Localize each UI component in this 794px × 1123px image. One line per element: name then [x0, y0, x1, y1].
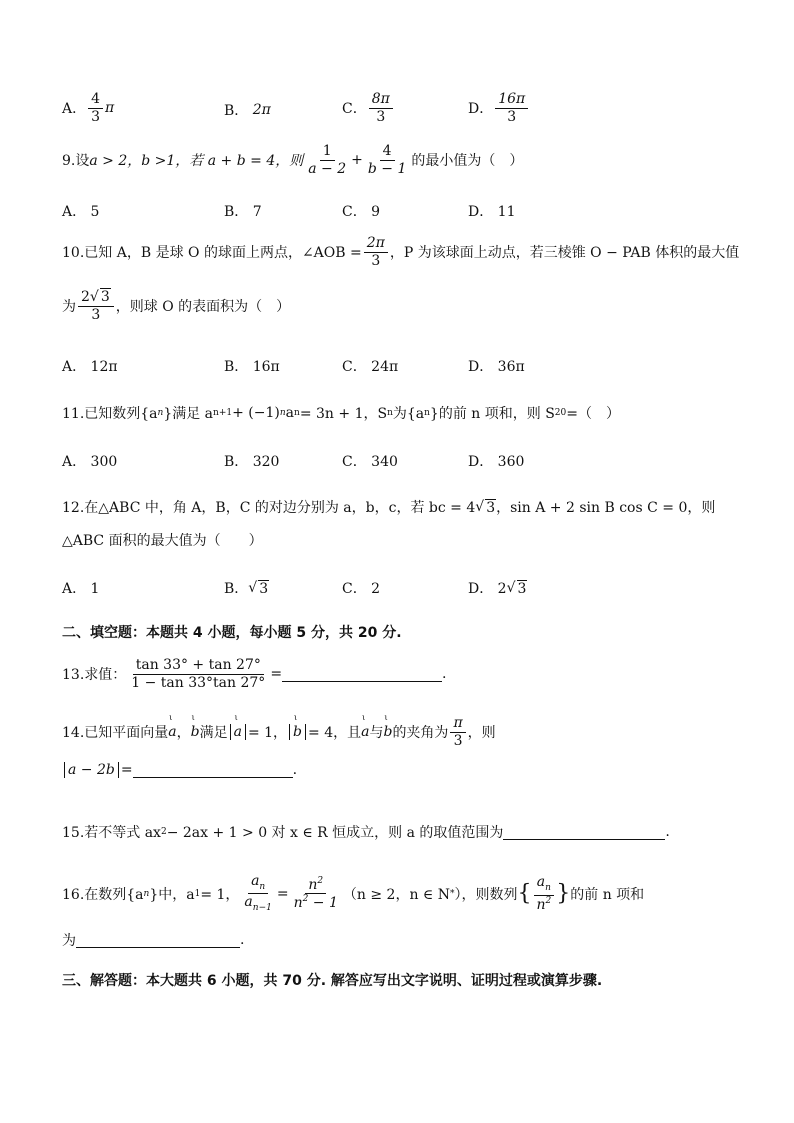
q16-sequence-fraction: $\frac{a_n}{n^2}$	[534, 875, 555, 912]
q9-fraction-2: $\frac{4}{b - 1}$	[367, 143, 407, 177]
q16-ratio-fraction: $\frac{a_n}{a_{n-1}}$	[244, 873, 272, 914]
q14-angle-fraction: $\frac{\pi}{3}$	[450, 716, 465, 748]
q10-option-a: A． 12π	[62, 359, 118, 375]
q8-option-a: A． $\frac{4}{3}$ π	[62, 91, 115, 125]
q15-answer-blank[interactable]	[503, 825, 665, 840]
q14-answer-blank[interactable]	[133, 763, 293, 778]
q8-c-fraction: $\frac{8\pi}{3}$	[369, 92, 393, 124]
q9-option-a: A． 5	[62, 204, 100, 220]
q11-option-b: B． 320	[224, 454, 280, 470]
q10-angle-fraction: $\frac{2\pi}{3}$	[364, 236, 388, 268]
question-14-line-2: a − 2b = .	[62, 762, 297, 778]
question-13: 13.求值： $\frac{\tan 33^\circ + \tan 27^\circ}{1 - \tan 33^\circ\tan 27^\circ}$ = .	[62, 657, 447, 691]
question-12-line-1: 12.在△ABC 中，角 A，B，C 的对边分别为 a，b，c，若 bc = 4 √ 3 ，sin A + 2 sin B cos C = 0，则	[62, 499, 716, 516]
q8-option-c: C． $\frac{8\pi}{3}$	[342, 92, 395, 124]
question-12-line-2: △ABC 面积的最大值为（ ）	[62, 533, 263, 549]
section-3-heading: 三、解答题：本大题共 6 小题，共 70 分. 解答应写出文字说明、证明过程或演算步骤.	[62, 973, 603, 989]
q9-option-c: C． 9	[342, 204, 381, 220]
question-14-line-1: 14.已知平面向量 ι a ， ι b 满足 ι a = 1， ι b = 4，且 ι a 与 ι b 的夹角为 $\frac{\pi}{3}$ ，则	[62, 716, 496, 748]
q8-option-d: D． $\frac{16\pi}{3}$	[468, 92, 530, 124]
question-16-line-2: 为 .	[62, 932, 245, 949]
q12-option-b: B． √ 3	[224, 580, 269, 597]
question-9: 9.设 a > 2，b >1，若 a + b = 4，则 $\frac{1}{a - 2}$ + $\frac{4}{b - 1}$ 的最小值为（ ）	[62, 143, 524, 177]
q10-option-b: B． 16π	[224, 359, 280, 375]
question-16-line-1: 16.在数列{a n }中，a 1 = 1， $\frac{a_n}{a_{n-1}}$ = $\frac{n^2}{n^2 - 1}$ （n ≥ 2，n ∈ N * ），则数列 { $\frac{a_n}{n^2}$ } 的前 n 项和	[62, 873, 645, 914]
q9-option-d: D． 11	[468, 204, 516, 220]
q12-option-c: C． 2	[342, 581, 381, 597]
q10-option-d: D． 36π	[468, 359, 525, 375]
question-11: 11.已知数列{a n }满足 a n+1 + (−1) n a n = 3n + 1，S n 为{a n }的前 n 项和，则 S 20 =（ ）	[62, 405, 620, 422]
question-10-line-2: 为 $\frac{2√ 3}{3}$ ，则球 O 的表面积为（ ）	[62, 289, 291, 323]
q13-fraction: $\frac{\tan 33^\circ + \tan 27^\circ}{1 - \tan 33^\circ\tan 27^\circ}$	[131, 657, 266, 691]
q12-option-d: D． 2 √ 3	[468, 580, 527, 597]
q9-option-b: B． 7	[224, 204, 262, 220]
q11-option-d: D． 360	[468, 454, 525, 470]
q16-n-fraction: $\frac{n^2}{n^2 - 1}$	[293, 875, 338, 912]
q11-option-a: A． 300	[62, 454, 118, 470]
q9-fraction-1: $\frac{1}{a - 2}$	[308, 143, 347, 177]
q8-option-b: B． 2π	[224, 102, 271, 119]
question-15: 15.若不等式 ax 2 − 2ax + 1 > 0 对 x ∈ R 恒成立，则 a 的取值范围为 .	[62, 824, 670, 841]
q13-answer-blank[interactable]	[282, 667, 442, 682]
section-2-heading: 二、填空题：本题共 4 小题，每小题 5 分，共 20 分.	[62, 625, 402, 641]
q10-volume-fraction: $\frac{2√ 3}{3}$	[78, 290, 114, 322]
q16-answer-blank[interactable]	[76, 933, 240, 948]
q8-d-fraction: $\frac{16\pi}{3}$	[495, 92, 528, 124]
q8-a-fraction: $\frac{4}{3}$	[88, 92, 103, 124]
question-10-line-1: 10.已知 A，B 是球 O 的球面上两点，∠AOB = $\frac{2\pi}{3}$ ，P 为该球面上动点，若三棱锥 O − PAB 体积的最大值	[62, 235, 740, 269]
q10-option-c: C． 24π	[342, 359, 399, 375]
q12-option-a: A． 1	[62, 581, 100, 597]
q11-option-c: C． 340	[342, 454, 398, 470]
